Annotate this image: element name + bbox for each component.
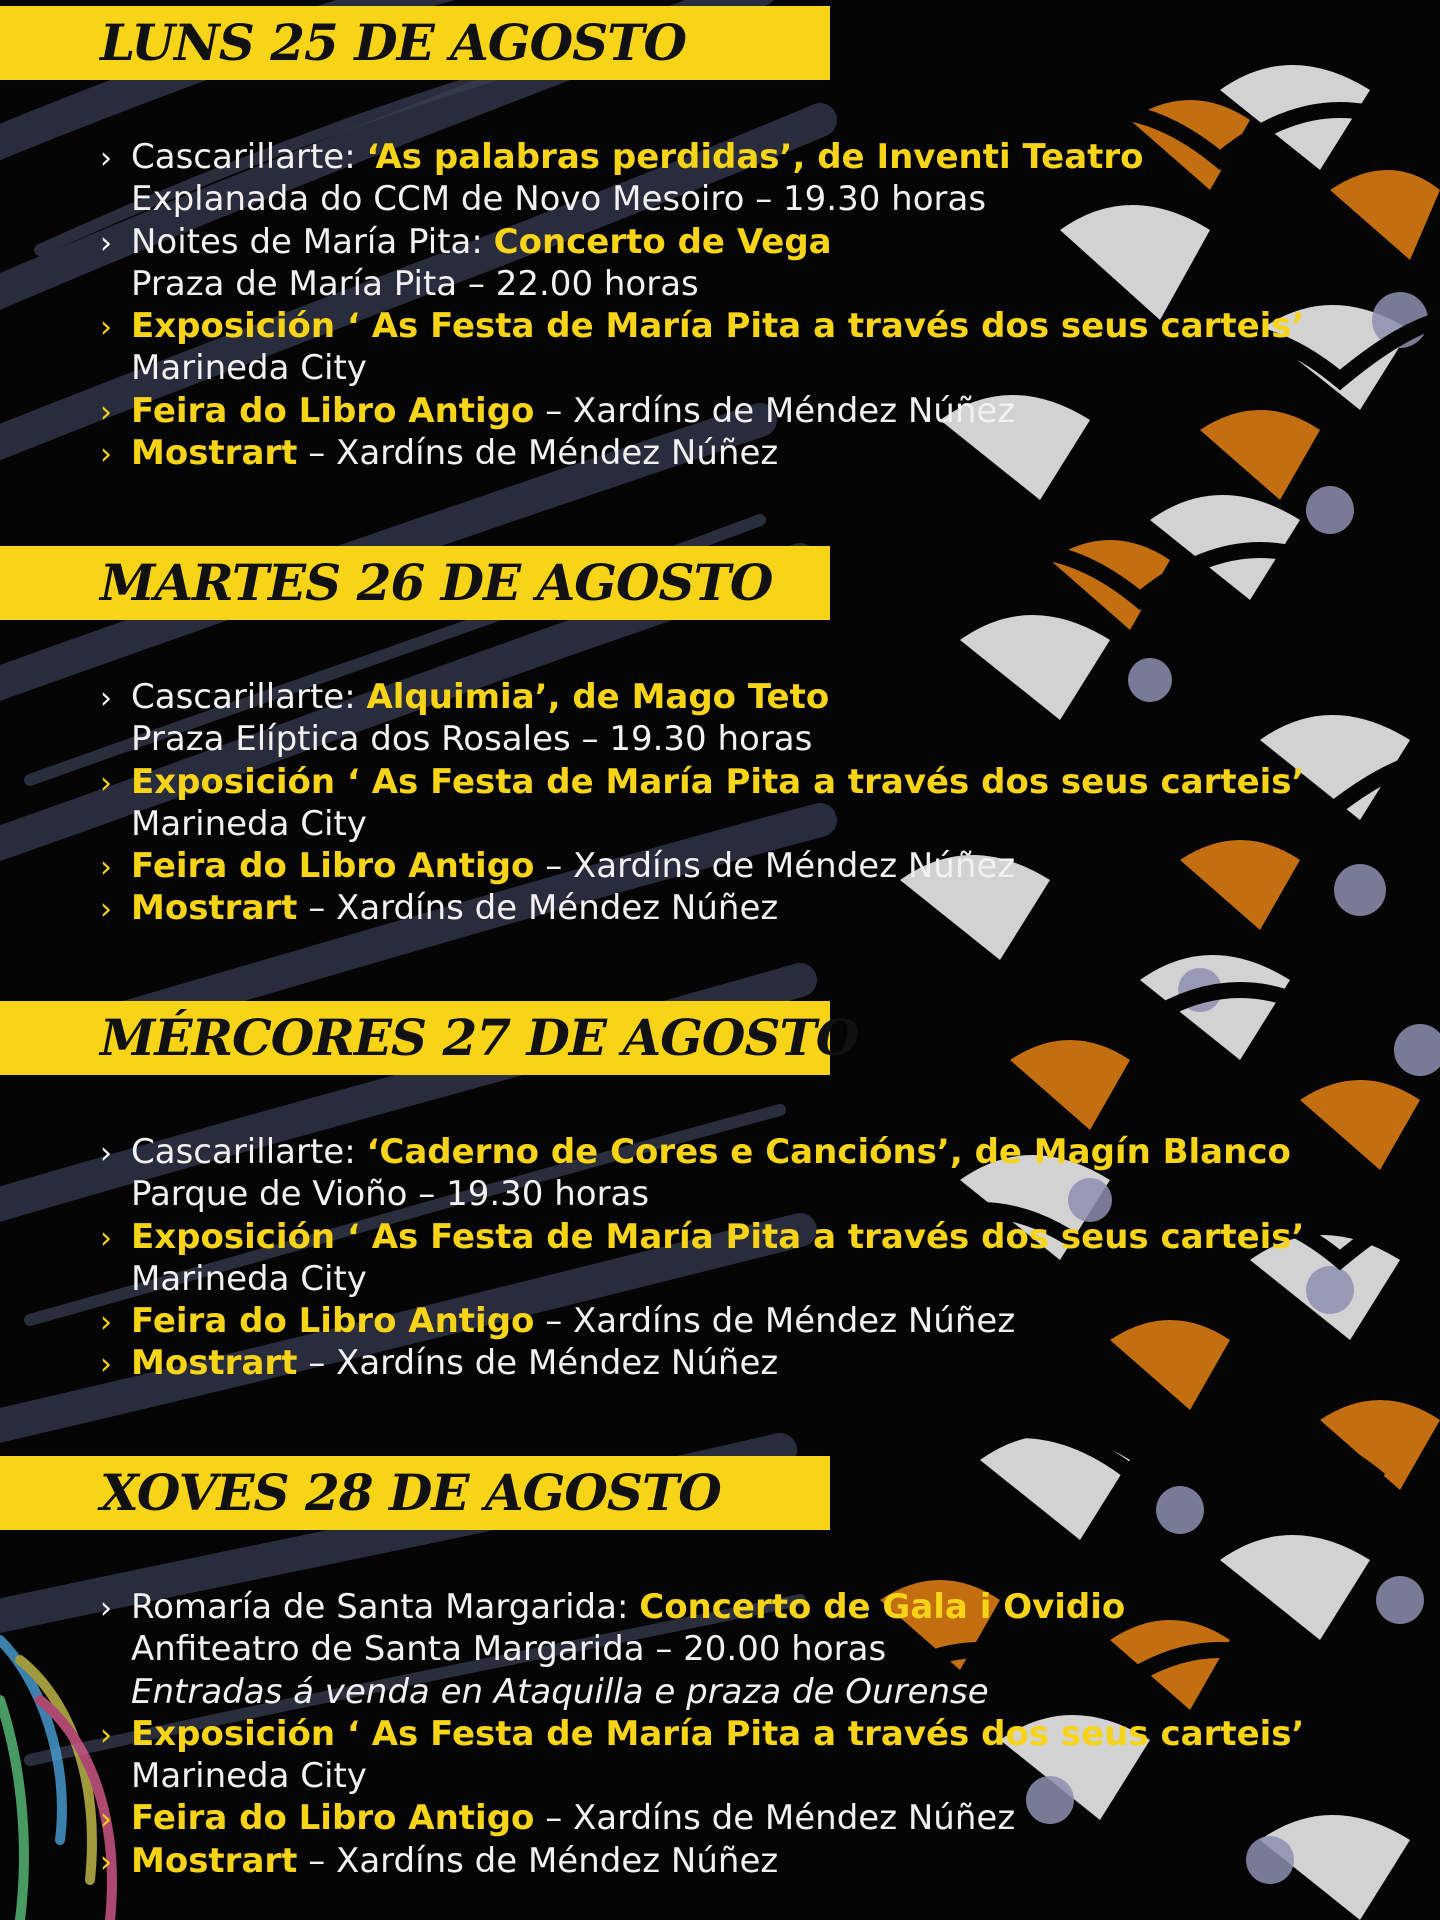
event-highlight: Exposición ‘ As Festa de María Pita a través dos seus carteis’	[131, 1713, 1305, 1754]
event-list	[100, 676, 1420, 930]
event-item	[100, 1300, 1420, 1342]
event-prefix: Romaría de Santa Margarida:	[131, 1587, 640, 1627]
event-item	[100, 887, 1420, 929]
chevron-right-icon: ›	[100, 1220, 112, 1256]
event-item	[100, 1840, 1420, 1882]
day-header	[0, 1001, 859, 1075]
chevron-right-icon: ›	[100, 850, 112, 886]
chevron-right-icon: ›	[100, 1717, 112, 1753]
chevron-right-icon: ›	[100, 681, 112, 716]
event-highlight: Feira do Libro Antigo	[131, 846, 535, 887]
chevron-right-icon: ›	[100, 437, 112, 473]
event-highlight: Alquimia’, de Mago Teto	[366, 677, 830, 717]
chevron-right-icon: ›	[100, 394, 112, 430]
event-detail: Explanada do CCM de Novo Mesoiro – 19.30 horas	[131, 179, 987, 220]
event-detail: Praza de María Pita – 22.00 horas	[131, 263, 699, 304]
event-highlight: Mostrart	[131, 888, 298, 929]
event-suffix: – Xardíns de Méndez Núñez	[297, 888, 779, 929]
event-detail: Marineda City	[131, 348, 367, 389]
chevron-right-icon: ›	[100, 1802, 112, 1838]
event-item	[100, 1713, 1420, 1755]
event-detail: Marineda City	[131, 1258, 367, 1299]
event-item	[100, 845, 1420, 887]
event-highlight: Mostrart	[131, 1840, 298, 1881]
event-suffix: – Xardíns de Méndez Núñez	[297, 433, 779, 474]
day-title: LUNS 25 DE AGOSTO	[100, 13, 687, 72]
event-highlight: Mostrart	[131, 1343, 298, 1384]
chevron-right-icon: ›	[100, 310, 112, 346]
event-prefix: Cascarillarte:	[131, 677, 367, 717]
event-suffix: – Xardíns de Méndez Núñez	[297, 1840, 779, 1881]
chevron-right-icon: ›	[100, 892, 112, 928]
event-list	[100, 136, 1420, 474]
day-title: MÉRCORES 27 DE AGOSTO	[100, 1008, 859, 1067]
day-header	[0, 6, 830, 80]
event-highlight: Concerto de Vega	[493, 221, 832, 262]
event-item	[100, 432, 1420, 474]
event-highlight: Exposición ‘ As Festa de María Pita a través dos seus carteis’	[131, 306, 1305, 347]
event-detail: Anfiteatro de Santa Margarida – 20.00 horas	[131, 1629, 887, 1670]
day-header	[0, 1456, 830, 1530]
event-prefix: Noites de María Pita:	[131, 221, 494, 262]
event-item	[100, 221, 1420, 263]
event-item	[100, 390, 1420, 432]
event-list	[100, 1131, 1420, 1385]
event-highlight: Exposición ‘ As Festa de María Pita a través dos seus carteis’	[131, 1216, 1305, 1257]
chevron-right-icon: ›	[100, 141, 112, 176]
event-suffix: – Xardíns de Méndez Núñez	[534, 1798, 1016, 1839]
day-title: MARTES 26 DE AGOSTO	[100, 553, 773, 612]
day-header	[0, 546, 830, 620]
event-list	[100, 1586, 1420, 1882]
chevron-right-icon: ›	[100, 1136, 112, 1171]
event-suffix: – Xardíns de Méndez Núñez	[534, 846, 1016, 887]
event-detail: Marineda City	[131, 1756, 367, 1797]
chevron-right-icon: ›	[100, 1305, 112, 1341]
event-item	[100, 136, 1420, 178]
event-highlight: Feira do Libro Antigo	[131, 1798, 535, 1839]
chevron-right-icon: ›	[100, 1844, 112, 1880]
event-suffix: – Xardíns de Méndez Núñez	[534, 390, 1016, 431]
event-suffix: – Xardíns de Méndez Núñez	[297, 1343, 779, 1384]
event-highlight: ‘As palabras perdidas’, de Inventi Teatro	[366, 137, 1144, 177]
event-prefix: Cascarillarte:	[131, 137, 367, 177]
event-item	[100, 761, 1420, 803]
event-item	[100, 305, 1420, 347]
chevron-right-icon: ›	[100, 1591, 112, 1626]
chevron-right-icon: ›	[100, 1347, 112, 1383]
event-detail: Praza Elíptica dos Rosales – 19.30 horas	[131, 719, 813, 760]
event-highlight: Concerto de Gala i Ovidio	[639, 1587, 1126, 1627]
chevron-right-icon: ›	[100, 225, 112, 261]
event-prefix: Cascarillarte:	[131, 1132, 367, 1172]
event-note: Entradas á venda en Ataquilla e praza de Ourense	[131, 1671, 989, 1712]
event-item	[100, 1131, 1420, 1173]
event-item	[100, 676, 1420, 718]
event-item	[100, 1216, 1420, 1258]
day-title: XOVES 28 DE AGOSTO	[100, 1463, 721, 1522]
event-highlight: Mostrart	[131, 433, 298, 474]
event-item	[100, 1342, 1420, 1384]
event-highlight: Feira do Libro Antigo	[131, 390, 535, 431]
event-detail: Parque de Vioño – 19.30 horas	[131, 1174, 650, 1215]
event-item	[100, 1586, 1420, 1628]
event-suffix: – Xardíns de Méndez Núñez	[534, 1301, 1016, 1342]
chevron-right-icon: ›	[100, 765, 112, 801]
event-highlight: ‘Caderno de Cores e Cancións’, de Magín Blanco	[366, 1132, 1291, 1172]
event-item	[100, 1797, 1420, 1839]
event-detail: Marineda City	[131, 803, 367, 844]
event-highlight: Exposición ‘ As Festa de María Pita a través dos seus carteis’	[131, 761, 1305, 802]
event-highlight: Feira do Libro Antigo	[131, 1301, 535, 1342]
